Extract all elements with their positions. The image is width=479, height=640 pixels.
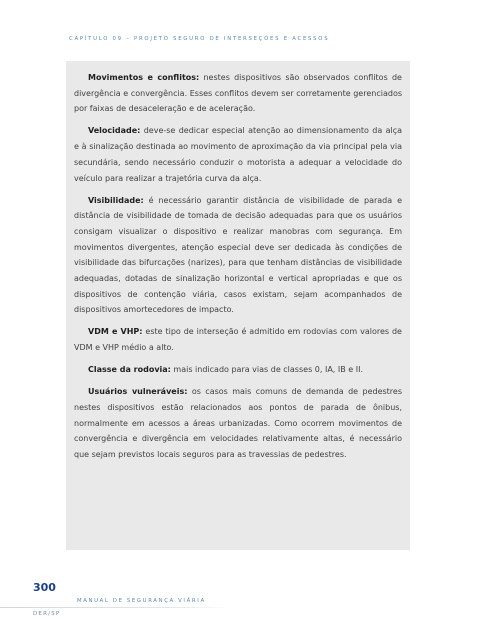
paragraph-text: é necessário garantir distância de visibilidade de parada e distância de visibilidade de tomada de decisão adequadas para que os usuários consigam visualizar o dispositivo e realizar manobras com segurança. Em movimentos divergentes, atenção especial deve ser dedicada às condições de visibilidade das bifurcações (narizes), para que tenham distâncias de visibilidade adequadas, dotadas de sinalização horizontal e vertical apropriadas e que os dispositivos de contenção viária, casos existam, sejam acompanhados de dispositivos amortecedores de impacto. <box>74 195 402 315</box>
paragraph-usuarios-vulneraveis <box>74 384 402 463</box>
content-box <box>66 61 410 550</box>
footer-org: DER/SP <box>33 611 61 617</box>
paragraph-lead: Visibilidade: <box>88 195 144 205</box>
paragraph-lead: Classe da rodovia: <box>88 365 171 375</box>
paragraph-lead: Movimentos e conflitos: <box>88 73 200 82</box>
paragraph-text: os casos mais comuns de demanda de pedestres nestes dispositivos estão relacionados aos pontos de parada de ônibus, normalmente em acessos a áreas urbanizadas. Como ocorrem movimentos de convergência e divergência em velocidades relativamente altas, é necessário que sejam previstos locais seguros para as travessias de pedestres. <box>74 387 403 459</box>
paragraph-velocidade <box>74 123 402 186</box>
paragraph-text: este tipo de interseção é admitido em rodovias com valores de VDM e VHP médio a alto. <box>74 327 402 353</box>
paragraph-movimentos <box>74 70 402 117</box>
chapter-header: CAPÍTULO 09 – PROJETO SEGURO DE INTERSEÇÕES E ACESSOS <box>69 36 330 42</box>
paragraph-lead: Usuários vulneráveis: <box>88 387 188 397</box>
paragraph-lead: VDM e VHP: <box>88 327 143 337</box>
paragraph-text: deve-se dedicar especial atenção ao dimensionamento da alça e à sinalização destinada ao movimento de aproximação da via principal pela via secundária, sendo necessário conduzir o motorista a adequar a velocidade do veículo para realizar a trajetória curva da alça. <box>74 126 402 183</box>
page-number: 300 <box>33 581 56 594</box>
paragraph-text: mais indicado para vias de classes 0, IA, IB e II. <box>170 365 363 375</box>
paragraph-visibilidade <box>74 193 402 319</box>
paragraph-lead: Velocidade: <box>88 126 141 136</box>
paragraph-text: nestes dispositivos são observados conflitos de divergência e convergência. Esses conflitos devem ser corretamente gerenciados por faixas de desaceleração e de aceleração. <box>74 73 402 114</box>
paragraph-classe-rodovia <box>74 362 402 378</box>
footer-title: MANUAL DE SEGURANÇA VIÁRIA <box>77 598 206 604</box>
footer-divider <box>0 607 230 608</box>
paragraph-vdm-vhp <box>74 324 402 355</box>
